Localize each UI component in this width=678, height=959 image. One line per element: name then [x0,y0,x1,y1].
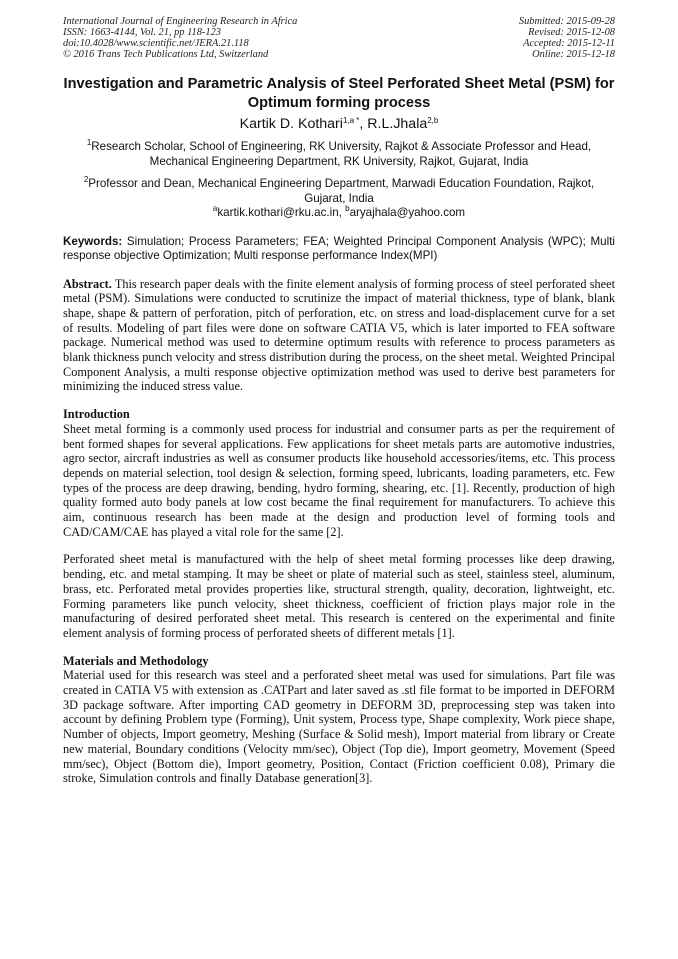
email-a-sup: a [212,204,218,213]
author-1: Kartik D. Kothari [239,116,343,132]
paper-title: Investigation and Parametric Analysis of Steel Perforated Sheet Metal (PSM) for Optimum forming process [63,76,615,111]
materials-paragraph-1: Material used for this research was steel and a perforated sheet metal was used for simulations. Part file was created in CATIA V5 with extension as .CATPart and later saved as .stl file format to be imported in DEFORM 3D package software. After importing CAD geometry in DEFORM 3D, preprocessing step was taken into account by defining Problem type (Forming), Unit system, Process type, Shape complexity, Work piece shape, Number of objects, Import geometry, Meshing (Surface & Solid mesh), Import material from library or Create new material, Boundary conditions (Velocity mm/sec), Object (Top die), Import geometry, Movement (Speed mm/sec), Object (Bottom die), Import geometry, Position, Contact (Friction coefficient 0.08), Primary die stroke, Simulation controls and finally Database generation[3]. [63,668,615,786]
affiliation-2 [63,177,615,206]
keywords-label: Keywords: [63,234,123,248]
affiliation-2-sup: 2 [83,175,89,184]
email-b-sup: b [345,204,350,213]
affiliation-1 [63,140,615,169]
author-list [63,115,615,134]
journal-name: International Journal of Engineering Research in Africa [63,16,298,27]
email-a: kartik.kothari@rku.ac.in [217,206,339,219]
submission-dates [519,16,615,60]
journal-issn: ISSN: 1663-4144, Vol. 21, pp 118-123 [63,27,221,38]
introduction-paragraph-1: Sheet metal forming is a commonly used process for industrial and consumer parts as per the requirement of bent formed shapes for several applications. Few applications for sheet metals parts are automotive industries, agro sector, aircraft industries as well as consumer products like household accessories/items, etc. This process depends on material selection, tool design & selection, forming speed, lubricants, loading parameters, etc. Few types of the process are deep drawing, bending, hydro forming, shearing, etc. [1]. Recently, production of high quality formed auto body panels at low cost became the final requirement for manufacturers. To achieve this aim, continuous research has been made at the design and production level of forming tools and CAD/CAM/CAE has played a vital role for the same [2]. [63,421,615,539]
date-accepted: Accepted: 2015-12-11 [523,38,615,49]
affiliation-1-sup: 1 [86,138,92,147]
email-separator: , [338,206,346,219]
journal-info [63,16,297,60]
date-submitted: Submitted: 2015-09-28 [518,16,615,27]
email-b: aryajhala@yahoo.com [349,206,466,219]
author-2: R.L.Jhala [367,116,428,132]
affiliation-2-text: Professor and Dean, Mechanical Engineering Department, Marwadi Education Foundation, Rajkot, Gujarat, India [88,177,595,205]
date-revised: Revised: 2015-12-08 [528,27,615,38]
introduction-paragraph-2: Perforated sheet metal is manufactured with the help of sheet metal forming processes like deep drawing, bending, etc. and metal stamping. It may be sheet or plate of material such as steel, stainless steel, aluminum, brass, etc. Perforated metal provides properties like, structural strength, quality, decoration, lightweight, etc. Forming parameters like punch velocity, sheet thickness, coefficient of friction plays major role in the manufacturing of desired perforated sheet metal. This research is centered on the experimental and finite element analysis of forming process of perforated sheets of different metals [1]. [63,552,615,640]
journal-header [63,16,615,60]
abstract [63,277,615,395]
date-online: Online: 2015-12-18 [532,49,615,60]
abstract-label: Abstract. [63,276,112,291]
section-heading-introduction: Introduction [63,407,130,422]
author-2-sup: 2,b [427,116,439,125]
author-emails [63,206,615,221]
journal-copyright: © 2016 Trans Tech Publications Ltd, Switzerland [63,49,269,60]
affiliation-1-text: Research Scholar, School of Engineering, RK University, Rajkot & Associate Professor and Head, Mechanical Engineering Department, RK University, Rajkot, Gujarat, India [91,140,592,168]
section-heading-materials: Materials and Methodology [63,653,209,668]
keywords [63,235,615,264]
abstract-text: This research paper deals with the finite element analysis of forming process of steel perforated sheet metal (PSM). Simulations were conducted to scrutinize the impact of material thickness, type of blank, blank shape, shape & pattern of perforation, pitch of perforation, etc. on stress and load-displacement curve for a set of results. Modeling of part files were done on software CATIA V5, which is later imported to FEA software package. Numerical method was used to determine optimum results with reference to process parameters as blank thickness punch velocity and stress distribution during the process, on the sheet metal. Weighted Principal Component Analysis, a multi response objective optimization method was used to derive best parameters for minimizing the induced stress value. [63,276,615,394]
author-1-sup: 1,a * [342,116,360,125]
author-separator: , [359,116,368,132]
journal-doi: doi:10.4028/www.scientific.net/JERA.21.118 [63,38,249,49]
keywords-text: Simulation; Process Parameters; FEA; Weighted Principal Component Analysis (WPC); Multi response objective Optimization; Multi response performance Index(MPI) [63,234,615,262]
